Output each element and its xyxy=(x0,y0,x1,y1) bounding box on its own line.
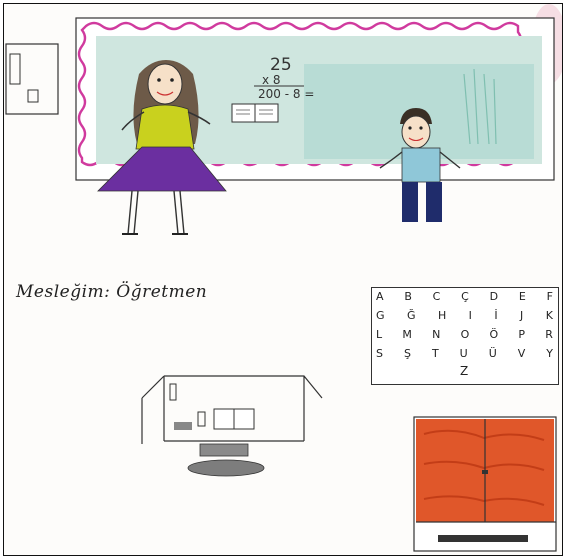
alphabet-row xyxy=(376,290,554,303)
letter: V xyxy=(517,347,527,360)
letter: U xyxy=(459,347,469,360)
letter: B xyxy=(404,290,413,303)
alphabet-row xyxy=(376,328,554,341)
letter: R xyxy=(545,328,554,341)
alphabet-chart xyxy=(371,287,559,385)
board-number-top: 25 xyxy=(270,55,292,75)
letter: M xyxy=(402,328,413,341)
letter: S xyxy=(376,347,384,360)
board-result: 200 - 8 = xyxy=(258,87,315,101)
letter: İ xyxy=(494,309,499,322)
letter: Y xyxy=(546,347,554,360)
letter: Ö xyxy=(489,328,500,341)
alphabet-row xyxy=(376,347,554,360)
drawing-frame xyxy=(3,3,563,556)
letter: G xyxy=(376,309,386,322)
board-multiplier: x 8 xyxy=(262,73,281,87)
letter: Ğ xyxy=(406,309,417,322)
drawing-canvas xyxy=(4,4,562,555)
letter: Ü xyxy=(488,347,498,360)
cabinet xyxy=(414,417,556,551)
letter: A xyxy=(376,290,385,303)
letter: F xyxy=(546,290,554,303)
letter: E xyxy=(518,290,527,303)
letter: N xyxy=(432,328,442,341)
letter: L xyxy=(376,328,384,341)
profession-caption: Mesleğim: Öğretmen xyxy=(16,282,208,302)
letter: Ç xyxy=(461,290,470,303)
letter: D xyxy=(489,290,500,303)
letter: P xyxy=(518,328,527,341)
letter: J xyxy=(520,309,525,322)
letter: C xyxy=(432,290,442,303)
alphabet-last-letter: Z xyxy=(460,364,469,378)
wall-window xyxy=(6,44,58,114)
letter: K xyxy=(545,309,554,322)
alphabet-row xyxy=(376,309,554,322)
letter: H xyxy=(437,309,448,322)
letter: Ş xyxy=(403,347,412,360)
letter: O xyxy=(460,328,471,341)
classroom-sketch xyxy=(142,376,322,476)
letter: T xyxy=(431,347,440,360)
letter: I xyxy=(468,309,473,322)
